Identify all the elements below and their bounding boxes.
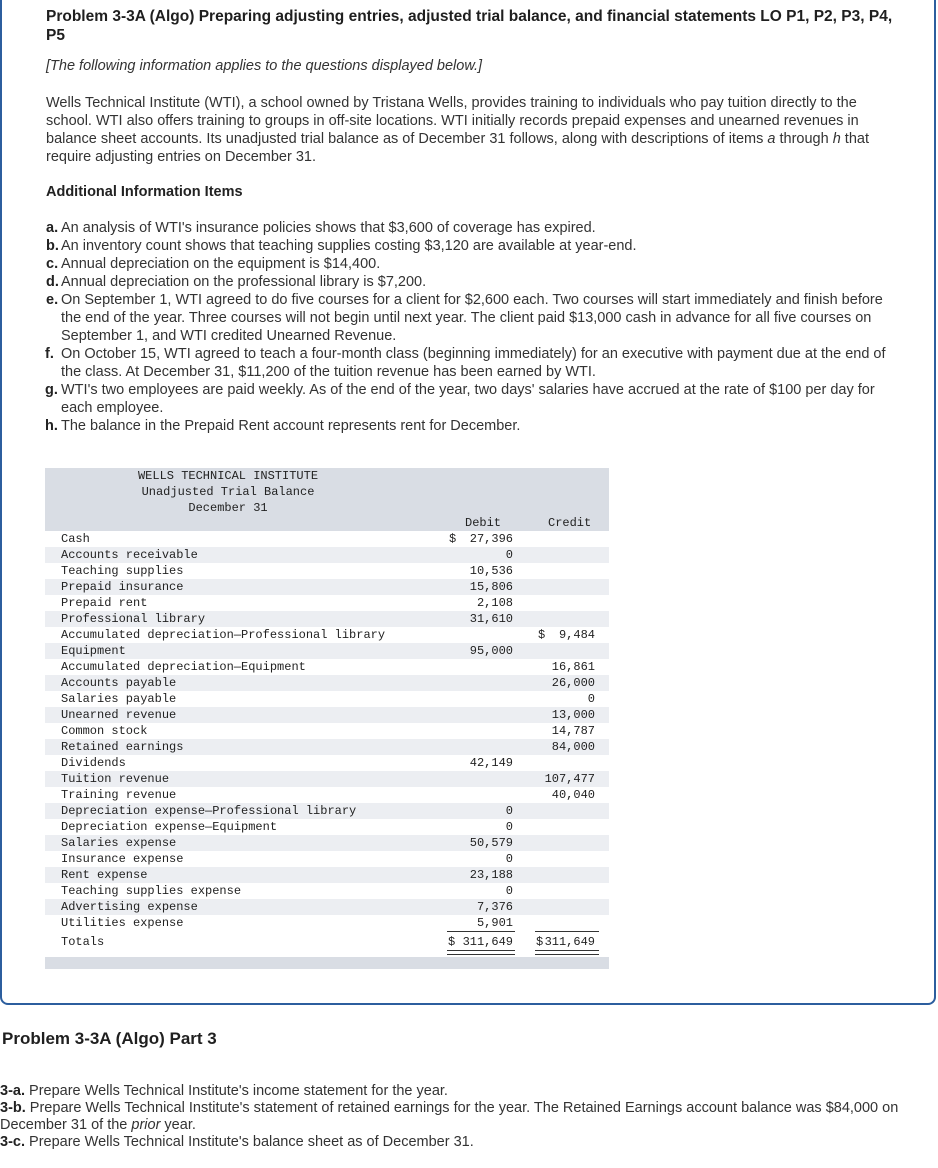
table-row [45,595,609,611]
requirement-3b [0,1100,930,1134]
total-credit-dollar: $ [536,935,544,949]
debit-amount: 0 [505,884,513,898]
table-row [45,643,609,659]
credit-dollar-sign: $ [538,628,546,642]
table-row [45,883,609,899]
credit-double-underline [535,950,599,955]
credit-amount: 14,787 [551,724,595,738]
account-name: Depreciation expense—Equipment [61,820,278,834]
account-name: Utilities expense [61,916,184,930]
trial-balance-header [45,468,609,531]
debit-amount: 23,188 [469,868,513,882]
debit-amount: 42,149 [469,756,513,770]
debit-amount: 27,396 [469,532,513,546]
statement-date: December 31 [188,501,268,515]
intro-item-a: a [767,131,776,147]
req-text: Prepare Wells Technical Institute's statement of retained earnings for the year. The Retained Earnings account balance was $84,000 on December 31 of the [0,1100,899,1133]
table-row [45,867,609,883]
list-item [46,219,896,237]
list-item [46,345,896,381]
list-item [46,237,896,255]
item-text: WTI's two employees are paid weekly. As of the end of the year, two days' salaries have accrued at the rate of $100 per day for each employee. [61,382,875,416]
table-footer-bar [45,957,609,969]
account-name: Cash [61,532,90,546]
debit-amount: 2,108 [476,596,513,610]
credit-amount: 84,000 [551,740,595,754]
account-name: Rent expense [61,868,148,882]
item-label: b. [46,238,59,254]
list-item [46,255,896,273]
credit-amount: 26,000 [551,676,595,690]
table-row [45,819,609,835]
part3-requirements [0,1083,930,1151]
item-label: g. [45,382,58,398]
req-label: 3-a. [0,1083,25,1099]
table-row [45,771,609,787]
table-row [45,739,609,755]
req-tail: year. [160,1117,196,1133]
item-label: f. [45,346,54,362]
totals-label: Totals [61,935,105,949]
requirement-3c [0,1134,930,1151]
account-name: Training revenue [61,788,177,802]
intro-paragraph [46,94,906,166]
account-name: Common stock [61,724,148,738]
total-debit-dollar: $ [448,935,456,949]
table-row [45,691,609,707]
account-name: Prepaid rent [61,596,148,610]
account-name: Equipment [61,644,126,658]
debit-column-header: Debit [465,516,502,530]
account-name: Tuition revenue [61,772,170,786]
additional-info-heading: Additional Information Items [46,184,243,200]
table-row [45,851,609,867]
list-item [46,273,896,291]
table-row [45,755,609,771]
table-row [45,611,609,627]
list-item [46,381,896,417]
debit-total-rule [447,931,515,932]
account-name: Depreciation expense—Professional library [61,804,357,818]
problem-title: Problem 3-3A (Algo) Preparing adjusting entries, adjusted trial balance, and financial statements LO P1, P2, P3, P4, P5 [46,8,893,44]
intro-item-h: h [832,131,841,147]
table-row [45,723,609,739]
account-name: Salaries payable [61,692,177,706]
account-name: Accumulated depreciation—Professional library [61,628,386,642]
totals-row [45,931,609,953]
debit-amount: 15,806 [469,580,513,594]
item-text: Annual depreciation on the professional library is $7,200. [61,274,427,290]
item-text: The balance in the Prepaid Rent account represents rent for December. [61,418,521,434]
credit-amount: 40,040 [551,788,595,802]
debit-amount: 95,000 [469,644,513,658]
table-row [45,547,609,563]
company-name: WELLS TECHNICAL INSTITUTE [137,469,319,483]
additional-items-list [46,219,896,435]
account-name: Accumulated depreciation—Equipment [61,660,306,674]
account-name: Salaries expense [61,836,177,850]
account-name: Teaching supplies expense [61,884,242,898]
req-emphasis: prior [131,1117,161,1133]
item-label: c. [46,256,59,272]
applies-note: [The following information applies to the questions displayed below.] [46,58,483,74]
table-row [45,835,609,851]
account-name: Accounts payable [61,676,177,690]
credit-amount: 13,000 [551,708,595,722]
debit-amount: 5,901 [476,916,513,930]
total-credit: 311,649 [544,935,595,949]
req-text: Prepare Wells Technical Institute's balance sheet as of December 31. [25,1134,474,1150]
debit-dollar-sign: $ [449,532,457,546]
item-text: On October 15, WTI agreed to teach a four-month class (beginning immediately) for an executive with payment due at the end of the class. At December 31, $11,200 of the tuition revenue has been earned by WTI. [61,346,886,380]
table-row [45,787,609,803]
account-name: Professional library [61,612,206,626]
debit-double-underline [447,950,515,955]
intro-mid: through [775,131,833,147]
item-text: On September 1, WTI agreed to do five courses for a client for $2,600 each. Two courses will start immediately and finish before the end of the year. Three courses will not begin until next year. The client paid $13,000 cash in advance for all five courses on September 1, and WTI credited Unearned Revenue. [61,292,883,344]
account-name: Dividends [61,756,126,770]
table-row [45,899,609,915]
intro-text: Wells Technical Institute (WTI), a school owned by Tristana Wells, provides training to individuals who pay tuition directly to the school. WTI also offers training to groups in off-site locations. WTI initially records prepaid expenses and unearned revenues in balance sheet accounts. Its unadjusted trial balance as of December 31 follows, along with descriptions of items [46,95,859,147]
account-name: Unearned revenue [61,708,177,722]
req-label: 3-b. [0,1100,26,1116]
item-text: Annual depreciation on the equipment is $14,400. [61,256,381,272]
debit-amount: 0 [505,548,513,562]
table-row [45,707,609,723]
intro-end: that require adjusting entries on December 31. [46,131,869,165]
account-name: Retained earnings [61,740,184,754]
table-row [45,915,609,931]
account-name: Teaching supplies [61,564,184,578]
item-label: e. [46,292,59,308]
table-row [45,531,609,547]
account-name: Accounts receivable [61,548,198,562]
credit-amount: 9,484 [558,628,595,642]
debit-amount: 7,376 [476,900,513,914]
item-label: d. [46,274,59,290]
list-item [46,291,896,345]
debit-amount: 50,579 [469,836,513,850]
account-name: Advertising expense [61,900,198,914]
table-row [45,627,609,643]
part3-heading: Problem 3-3A (Algo) Part 3 [2,1029,217,1048]
total-debit: 311,649 [462,935,513,949]
table-row [45,659,609,675]
debit-amount: 0 [505,804,513,818]
account-name: Insurance expense [61,852,184,866]
trial-balance-rows [45,531,609,969]
req-label: 3-c. [0,1134,25,1150]
table-row [45,803,609,819]
item-text: An inventory count shows that teaching supplies costing $3,120 are available at year-end. [61,238,637,254]
credit-amount: 16,861 [551,660,595,674]
table-row [45,563,609,579]
statement-name: Unadjusted Trial Balance [141,485,315,499]
debit-amount: 0 [505,852,513,866]
credit-amount: 107,477 [544,772,595,786]
table-row [45,579,609,595]
requirement-3a [0,1083,930,1100]
debit-amount: 31,610 [469,612,513,626]
list-item [46,417,896,435]
credit-total-rule [535,931,599,932]
trial-balance-table [45,468,609,969]
item-text: An analysis of WTI's insurance policies shows that $3,600 of coverage has expired. [61,220,596,236]
item-label: a. [46,220,59,236]
credit-amount: 0 [587,692,595,706]
req-text: Prepare Wells Technical Institute's income statement for the year. [25,1083,448,1099]
debit-amount: 10,536 [469,564,513,578]
credit-column-header: Credit [548,516,592,530]
table-row [45,675,609,691]
account-name: Prepaid insurance [61,580,184,594]
item-label: h. [45,418,58,434]
debit-amount: 0 [505,820,513,834]
